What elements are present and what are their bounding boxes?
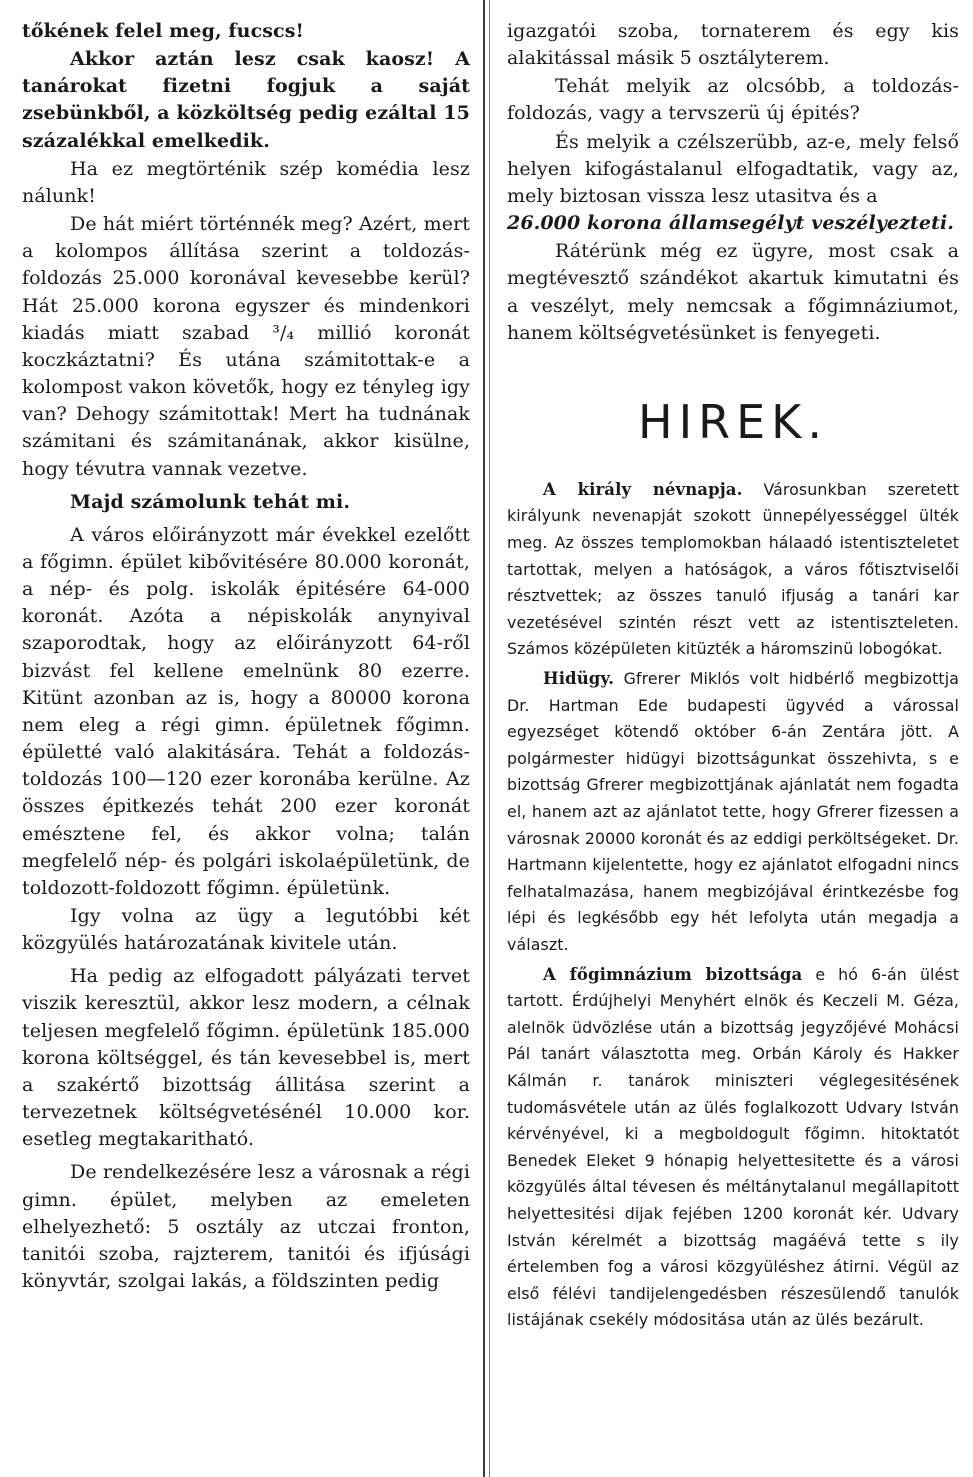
news-text: Városunkban szeretett királyunk nevenapját szokott ünnepélyességgel ülték meg. Az összes templomokban hálaadó istentiszteletet tartottak, melyen a hatóságok, a város főtisztviselői résztvettek; az összes tanuló ifjuság a tanári kar vezetésével szintén részt vett az istentiszteleten. Számos középületen kitüzték a háromszinü lobogókat.	[507, 479, 960, 659]
section-title-news: HIREK.	[638, 394, 828, 449]
news-headline: Hidügy.	[543, 669, 615, 689]
paragraph-return: Rátérünk még ez ügyre, most csak a megtévesztő szándékot akartuk kimutatni és a veszélyt, mely nemcsak a főgimnáziumot, hanem költségvetésünket is fenyegeti.	[507, 240, 959, 344]
paragraph-budget: A város előirányzott már évekkel ezelőtt a főgimn. épület kibővitésére 80.000 koronát, a nép- és polg. iskolák épitésére 64-000 koronát. Azóta a népiskolák anynyival szaporodtak, hogy az előirányzott 64-ről bizvást fel kellene emelnünk 80 ezerre. Kitünt azonban az is, hogy a 80000 korona nem eleg a régi gimn. épületnek főgimn. épületté való alakitására. Tehát a foldozás-toldozás 100—120 ezer koronába kerülne. Az összes épitkezés tehát 200 ezer koronát emésztene fel, és akkor volna; talán megfelelő nép- és polgári iskolaépületünk, de toldozott-foldozott főgimn. épületünk.	[22, 523, 470, 899]
paragraph-modern-building: Ha pedig az elfogadott pályázati tervet viszik keresztül, akkor lesz modern, a célnak teljesen megfelelő főgimn. épületünk 185.000 korona költséggel, és tán kevesebbel is, mert a szakértő bizottság állitása szerint a tervezetnek költségvetésénél 10.000 kor. esetleg megtakaritható.	[22, 965, 470, 1151]
state-subsidy-line: 26.000 korona államsegélyt veszélyezteti.	[507, 212, 954, 235]
news-item-kings-nameday	[507, 477, 959, 663]
paragraph-calculate: Majd számolunk tehát mi.	[70, 490, 351, 513]
news-text: e hó 6-án ülést tartott. Érdújhelyi Menyhért elnök és Keczeli M. Géza, alelnök üdvözlése után a bizottság jegyzőjévé Mohácsi Pál tanárt választotta meg. Orbán Károly és Hakker Kálmán r. tanárok miniszteri véglegesitésének tudomásvétele után az ülés foglalkozott Udvary István kérvényével, ki a megboldogult főgimn. hitoktatót Benedek Eleket 9 hónapig helyettesitette és a városi közgyülés által tévesen és méltánytalanul megállapitott helyettesitési dijak fejében 1200 koronát kér. Udvary István kérelmét a bizottság magáévá tette s ily értelemben fog a városi közgyüléshez átirni. Végül az első félévi tandijelengedésben részesülendő tanulók listájának csekély módositása után az ülés bezárult.	[507, 964, 959, 1330]
news-item-gymnasium-committee	[507, 962, 959, 1334]
news-text: Gfrerer Miklós volt hidbérlő megbizottja Dr. Hartman Ede budapesti ügyvéd a várossal egyezséget kötendő október 6-án Zentára jött. A polgármester hidügyi bizottságunkat összehivta, s e bizottság Gfrerer megbizottjának ajánlatát nem fogadta el, hanem azt az ajánlatot tette, hogy Gfrerer fizessen a városnak 20000 koronát és az eddigi perköltségeket. Dr. Hartmann kijelentette, hogy ez ajánlatot elfogadni nincs felhatalmazása, hanem megbizójával érintkezésbe fog lépi és legkésőbb egy hét lefolyta után megadja a választ.	[507, 669, 959, 954]
paragraph-assembly: Igy volna az ügy a legutóbbi két közgyülés határozatának kivitele után.	[22, 905, 470, 955]
column-divider-thin	[489, 0, 490, 1477]
right-column	[491, 0, 973, 1334]
news-item-bridge	[507, 666, 959, 959]
news-headline: A főgimnázium bizottsága	[543, 964, 803, 984]
paragraph-comedy: Ha ez megtörténik szép komédia lesz nálunk!	[22, 157, 470, 207]
paragraph-old-building: De rendelkezésére lesz a városnak a régi gimn. épület, melyben az emeleten elhelyezhető: 5 osztály az utczai fronton, tanitói szoba, rajzterem, tanitói és ifjúsági könyvtár, szolgai lakás, a földszinten pedig	[22, 1161, 470, 1293]
article-fragment-top: tőkének felel meg, fucscs!	[22, 20, 304, 42]
left-column	[0, 0, 478, 1295]
paragraph-chaos: Akkor aztán lesz csak kaosz! A tanárokat fizetni fogjuk a saját zsebünkből, a közköltség pedig ezáltal 15 százalékkal emelkedik.	[22, 48, 470, 152]
paragraph-purposeful: És melyik a czélszerübb, az-e, mely felső helyen kifogástalanul elfogadtatik, vagy az, mely biztosan vissza lesz utasitva és a	[507, 130, 959, 207]
column-divider	[483, 0, 485, 1477]
paragraph-cheaper: Tehát melyik az olcsóbb, a toldozás-foldozás, vagy a tervszerü új épités?	[507, 75, 959, 125]
paragraph-why: De hát miért történnék meg? Azért, mert a kolompos állítása szerint a toldozás-foldozás 25.000 koronával kevesebbe kerül? Hát 25.000 korona egyszer és mindenkori kiadás miatt szabad ³/₄ millió koronát koczkáztatni? És utána számitottak-e a kolompost vakon követők, hogy ez tényleg igy van? Dehogy számitottak! Mert ha tudnának számitani és számitanának, akkor kisülne, hogy tévutra vannak vezetve.	[22, 213, 470, 480]
news-headline: A király névnapja.	[543, 479, 743, 499]
article-continuation: igazgatói szoba, tornaterem és egy kis alakitással másik 5 osztályterem.	[507, 20, 959, 70]
